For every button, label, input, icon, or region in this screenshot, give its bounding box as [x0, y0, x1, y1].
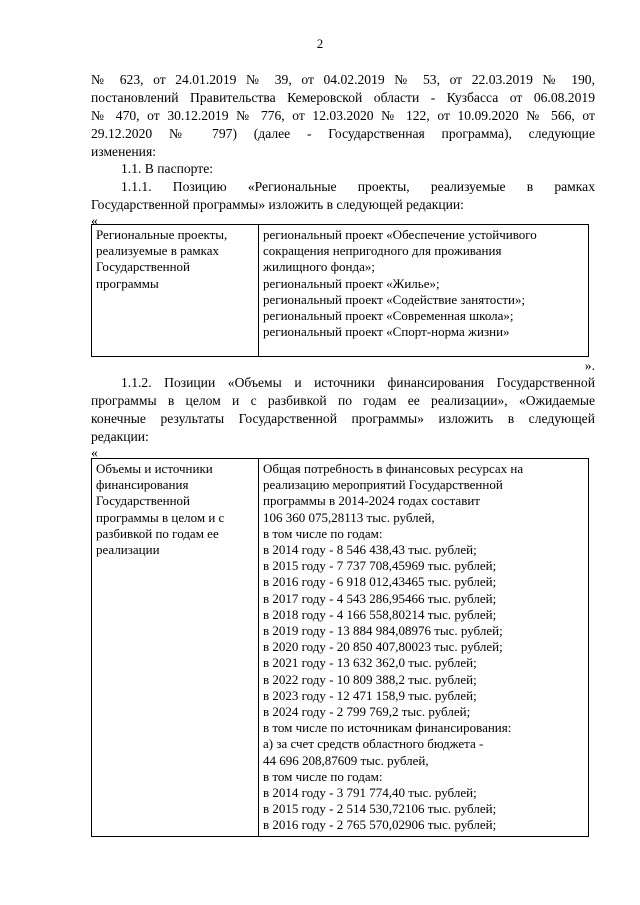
table1-value-line: региональный проект «Содействие занятости»;	[263, 291, 526, 307]
table2-value-line: в 2016 году - 2 765 570,02906 тыс. рублей;	[263, 817, 497, 833]
item-1-1-2-line: программы в целом и с разбивкой по годам ее реализации», «Ожидаемые	[91, 393, 595, 408]
table2-value-line: в 2015 году - 7 737 708,45969 тыс. рублей;	[263, 558, 497, 574]
table1-value-line: региональный проект «Спорт-норма жизни»	[263, 324, 510, 340]
regional-projects-table	[91, 224, 589, 357]
table2-value-line: а) за счет средств областного бюджета -	[263, 736, 484, 752]
table2-value-line: в 2024 году - 2 799 769,2 тыс. рублей;	[263, 704, 471, 720]
table1-value-line: жилищного фонда»;	[263, 259, 375, 275]
paragraph-line: № 470, от 30.12.2019 № 776, от 12.03.2020 № 122, от 10.09.2020 № 566, от	[91, 108, 595, 123]
table2-value-line: в том числе по годам:	[263, 768, 383, 784]
table2-value-line: в 2016 году - 6 918 012,43465 тыс. рублей;	[263, 574, 497, 590]
table1-label-line: Региональные проекты,	[96, 227, 228, 242]
table2-value-line: в 2018 году - 4 166 558,80214 тыс. рублей;	[263, 606, 497, 622]
table2-value-line: реализацию мероприятий Государственной	[263, 477, 503, 493]
table2-label-line: разбивкой по годам ее	[96, 525, 219, 541]
table2-label-line: реализации	[96, 542, 160, 558]
table2-label-line: программы в целом и с	[96, 509, 225, 525]
item-1-1-2-line: конечные результаты Государственной программы» изложить в следующей	[91, 411, 595, 426]
table1-value-line: региональный проект «Современная школа»;	[263, 308, 514, 324]
table1-label-line: Государственной	[96, 259, 191, 275]
table1-value-line: сокращения непригодного для проживания	[263, 243, 502, 259]
paragraph-line: № 623, от 24.01.2019 № 39, от 04.02.2019 № 53, от 22.03.2019 № 190,	[91, 72, 595, 87]
paragraph-line: 29.12.2020 № 797) (далее - Государственная программа), следующие	[91, 126, 595, 141]
table2-value-line: в 2014 году - 8 546 438,43 тыс. рублей;	[263, 542, 477, 558]
table2-value-line: программы в 2014-2024 годах составит	[263, 493, 480, 509]
item-1-1-1-line: 1.1.1. Позицию «Региональные проекты, реализуемые в рамках	[121, 179, 595, 194]
table2-label-line: Государственной	[96, 493, 191, 509]
open-quote: «	[91, 445, 98, 460]
table2-value-cell	[259, 459, 589, 837]
table1-value-cell	[259, 225, 589, 357]
table2-value-line: Общая потребность в финансовых ресурсах на	[263, 461, 524, 476]
table2-label-line: финансирования	[96, 477, 189, 493]
table2-value-line: в том числе по годам:	[263, 525, 383, 541]
table1-value-line: региональный проект «Жилье»;	[263, 275, 440, 291]
paragraph-line: изменения:	[91, 144, 156, 159]
table2-value-line: в 2023 году - 12 471 158,9 тыс. рублей;	[263, 687, 477, 703]
table1-value-line: региональный проект «Обеспечение устойчивого	[263, 227, 537, 242]
table1-label-line: программы	[96, 275, 159, 291]
table1-label-cell	[92, 225, 259, 357]
table2-value-line: в 2019 году - 13 884 984,08976 тыс. рублей;	[263, 623, 503, 639]
table2-value-line: в 2014 году - 3 791 774,40 тыс. рублей;	[263, 785, 477, 801]
table2-label-cell	[92, 459, 259, 837]
table1-label-line: реализуемые в рамках	[96, 243, 219, 259]
item-1-1-2-line: редакции:	[91, 429, 149, 444]
item-1-1-1-line: Государственной программы» изложить в следующей редакции:	[91, 197, 464, 212]
table2-value-line: в 2015 году - 2 514 530,72106 тыс. рублей;	[263, 801, 497, 817]
table2-value-line: в 2022 году - 10 809 388,2 тыс. рублей;	[263, 671, 477, 687]
table2-value-line: 44 696 208,87609 тыс. рублей,	[263, 752, 429, 768]
table2-value-line: в 2021 году - 13 632 362,0 тыс. рублей;	[263, 655, 477, 671]
item-1-1-2-line: 1.1.2. Позиции «Объемы и источники финансирования Государственной	[121, 375, 595, 390]
item-1-1: 1.1. В паспорте:	[121, 161, 214, 176]
table2-value-line: 106 360 075,28113 тыс. рублей,	[263, 509, 435, 525]
paragraph-line: постановлений Правительства Кемеровской области - Кузбасса от 06.08.2019	[91, 90, 595, 105]
table2-value-line: в 2020 году - 20 850 407,80023 тыс. рублей;	[263, 639, 503, 655]
close-quote: ».	[584, 358, 595, 373]
table2-value-line: в 2017 году - 4 543 286,95466 тыс. рублей;	[263, 590, 497, 606]
table2-value-line: в том числе по источникам финансирования:	[263, 720, 512, 736]
table2-label-line: Объемы и источники	[96, 461, 213, 476]
page-number: 2	[316, 36, 324, 51]
financing-table	[91, 458, 589, 837]
open-quote: «	[91, 213, 98, 228]
